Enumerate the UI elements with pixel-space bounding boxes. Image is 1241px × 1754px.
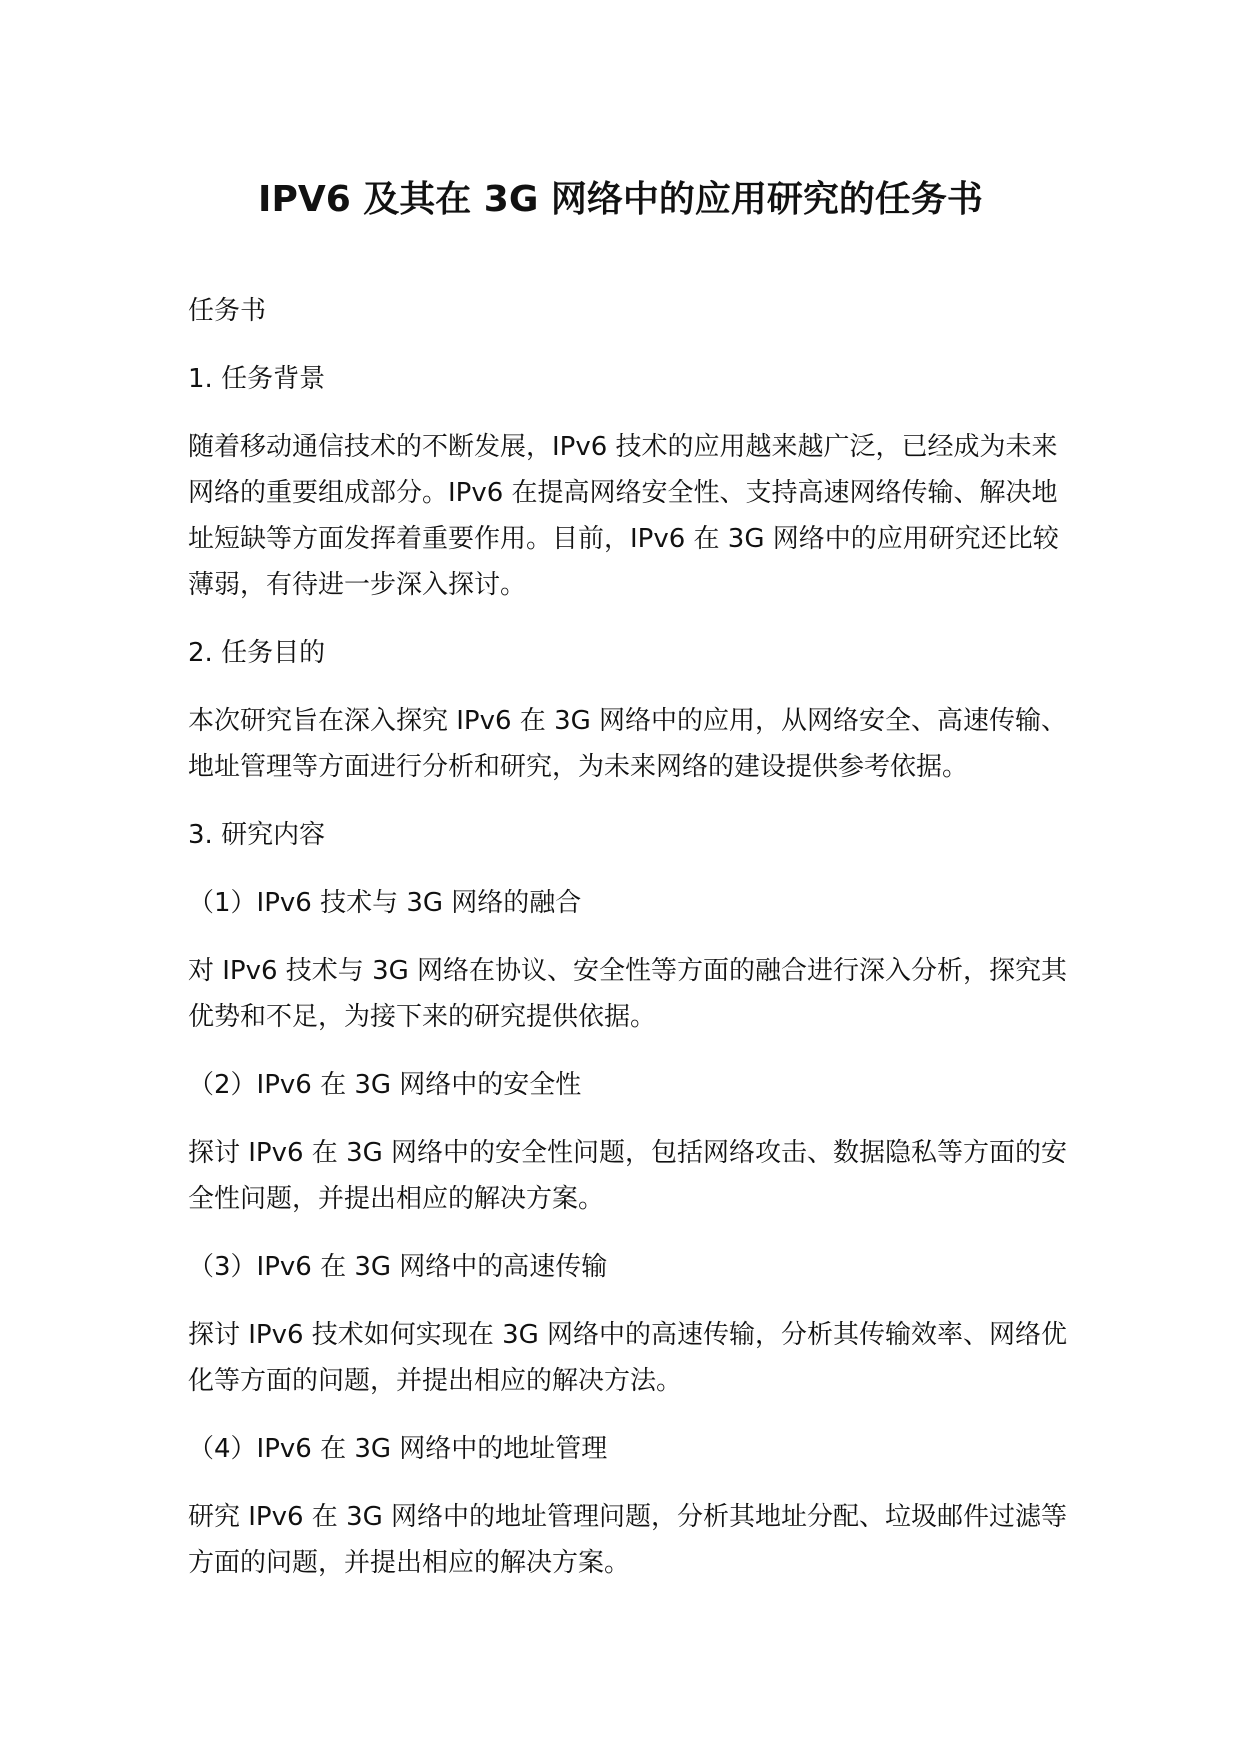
paragraph-high-speed: 探讨 IPv6 技术如何实现在 3G 网络中的高速传输，分析其传输效率、网络优化等方面的问题，并提出相应的解决方法。: [188, 1320, 1068, 1396]
subheading-security: （2）IPv6 在 3G 网络中的安全性: [188, 1070, 582, 1100]
subheading-fusion: （1）IPv6 技术与 3G 网络的融合: [188, 888, 582, 918]
paragraph-purpose: 本次研究旨在深入探究 IPv6 在 3G 网络中的应用，从网络安全、高速传输、地址管理等方面进行分析和研究，为未来网络的建设提供参考依据。: [188, 706, 1068, 782]
document-body: [188, 288, 1068, 1608]
heading-background: 1. 任务背景: [188, 364, 326, 394]
heading-purpose: 2. 任务目的: [188, 638, 326, 668]
paragraph-security: 探讨 IPv6 在 3G 网络中的安全性问题，包括网络攻击、数据隐私等方面的安全性问题，并提出相应的解决方案。: [188, 1138, 1068, 1214]
paragraph-fusion: 对 IPv6 技术与 3G 网络在协议、安全性等方面的融合进行深入分析，探究其优势和不足，为接下来的研究提供依据。: [188, 956, 1068, 1032]
subheading-address-management: （4）IPv6 在 3G 网络中的地址管理: [188, 1434, 608, 1464]
subheading-high-speed: （3）IPv6 在 3G 网络中的高速传输: [188, 1252, 608, 1282]
document-title: IPV6 及其在 3G 网络中的应用研究的任务书: [258, 179, 983, 220]
heading-research-content: 3. 研究内容: [188, 820, 326, 850]
section-label: 任务书: [188, 296, 267, 326]
paragraph-address-management: 研究 IPv6 在 3G 网络中的地址管理问题，分析其地址分配、垃圾邮件过滤等方面的问题，并提出相应的解决方案。: [188, 1502, 1068, 1578]
paragraph-background: 随着移动通信技术的不断发展，IPv6 技术的应用越来越广泛，已经成为未来网络的重要组成部分。IPv6 在提高网络安全性、支持高速网络传输、解决地址短缺等方面发挥着重要作用。目前，IPv6 在 3G 网络中的应用研究还比较薄弱，有待进一步深入探讨。: [188, 432, 1059, 600]
